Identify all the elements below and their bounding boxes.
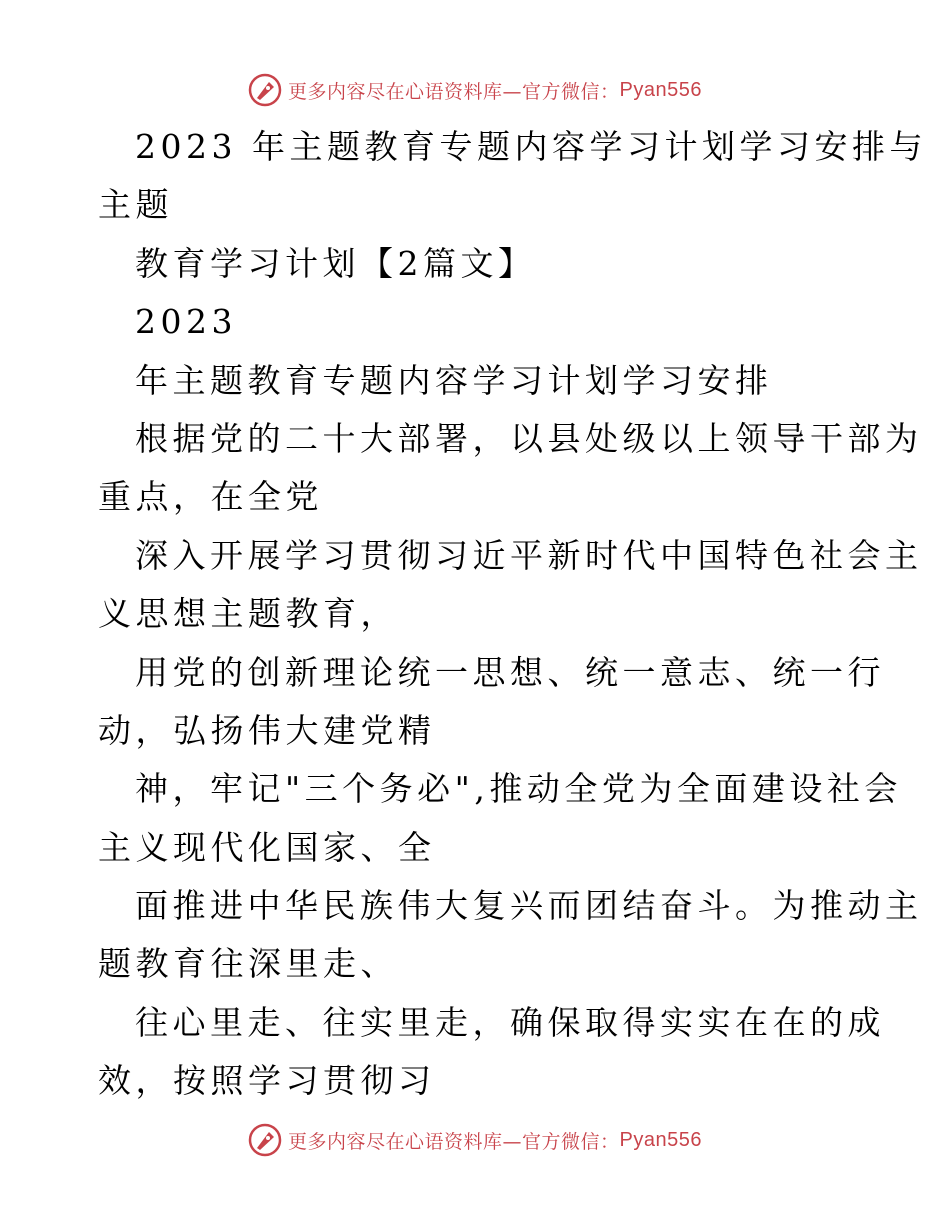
text-line: 往心里走、往实里走，确保取得实实在在的成: [135, 1002, 885, 1042]
text-line: 义思想主题教育，: [98, 594, 398, 634]
text-line: 根据党的二十大部署，以县处级以上领导干部为: [135, 418, 923, 458]
text-line: 神，牢记"三个务必",推动全党为全面建设社会: [135, 769, 902, 809]
document-body: [98, 118, 927, 1111]
footer-watermark: [0, 1120, 950, 1160]
watermark-wechat-id: Pyan556: [619, 1128, 702, 1151]
watermark-text: 更多内容尽在心语资料库—官方微信：: [288, 1130, 620, 1153]
text-line: 题教育往深里走、: [98, 944, 398, 984]
text-line: 深入开展学习贯彻习近平新时代中国特色社会主: [135, 535, 923, 575]
text-line: 重点，在全党: [98, 477, 323, 517]
pen-nib-logo-icon: [248, 73, 282, 107]
text-line: 用党的创新理论统一思想、统一意志、统一行: [135, 652, 885, 692]
watermark-text: 更多内容尽在心语资料库—官方微信：: [288, 80, 620, 103]
text-line: 年主题教育专题内容学习计划学习安排: [135, 360, 773, 400]
text-line: 效，按照学习贯彻习: [98, 1061, 436, 1101]
text-line: 2023 年主题教育专题内容学习计划学习安排与: [135, 127, 927, 166]
pen-nib-logo-icon: [248, 1123, 282, 1157]
watermark-wechat-id: Pyan556: [619, 78, 702, 101]
header-watermark: [0, 70, 950, 110]
text-line: 主题: [98, 185, 173, 225]
text-line: 教育学习计划【2篇文】: [135, 243, 536, 283]
text-line: 面推进中华民族伟大复兴而团结奋斗。为推动主: [135, 886, 923, 926]
text-line: 2023: [135, 302, 237, 342]
text-line: 主义现代化国家、全: [98, 827, 436, 867]
text-line: 动，弘扬伟大建党精: [98, 710, 436, 750]
